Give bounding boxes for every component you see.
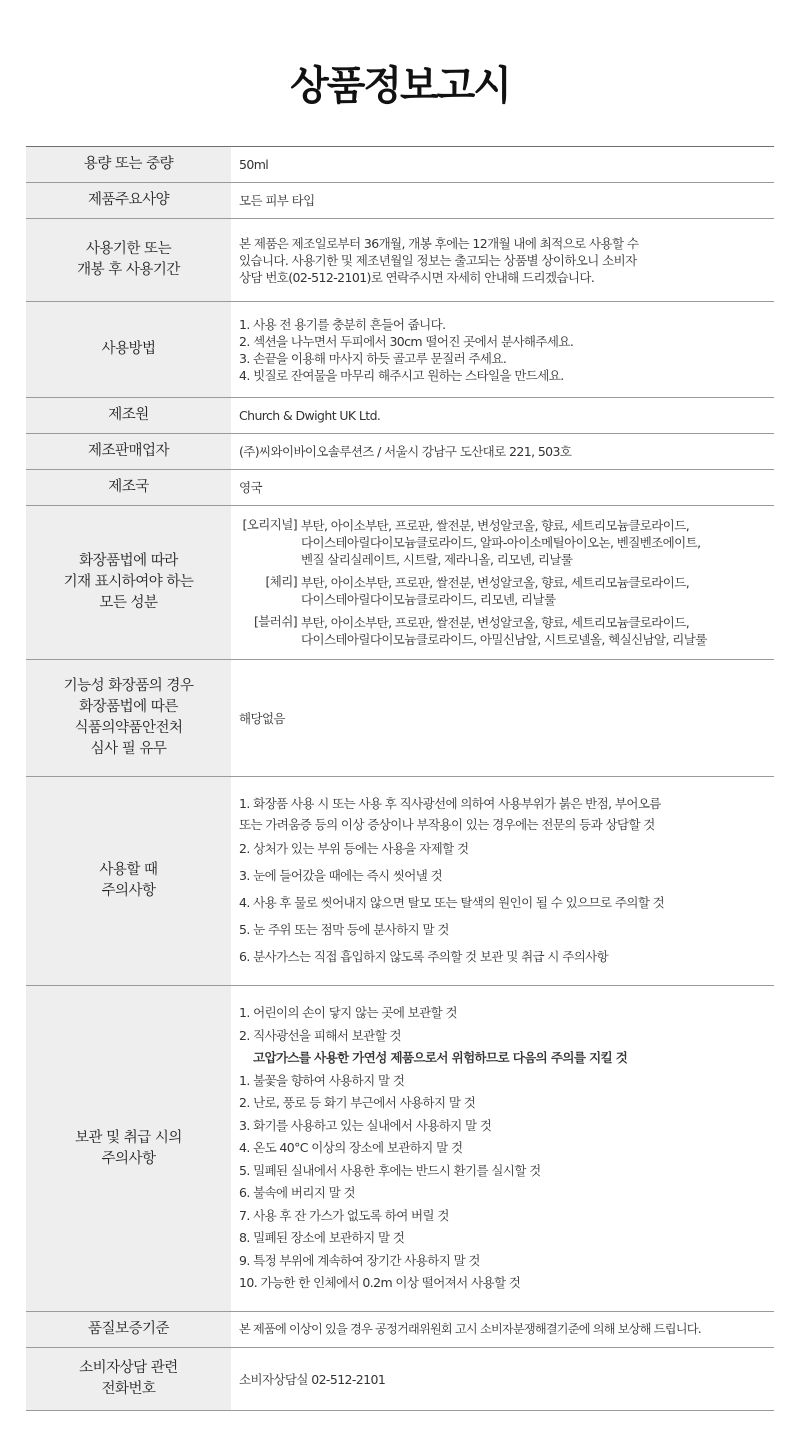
row-value bbox=[231, 470, 774, 505]
value-line: 모든 피부 타입 bbox=[239, 193, 315, 208]
value-line: 4. 온도 40°C 이상의 장소에 보관하지 말 것 bbox=[239, 1140, 463, 1156]
row-value bbox=[231, 1312, 774, 1347]
value-line: 1. 어린이의 손이 닿지 않는 곳에 보관할 것 bbox=[239, 1005, 457, 1021]
row-label: 용량 또는 중량 bbox=[26, 147, 231, 182]
row-label: 제조원 bbox=[26, 398, 231, 433]
row-value bbox=[231, 434, 774, 469]
page-title: 상품정보고시 bbox=[290, 63, 510, 109]
table-row-usage bbox=[26, 302, 774, 398]
ingredient-tag: [블러쉬] bbox=[254, 614, 297, 629]
value-line: 상담 번호(02-512-2101)로 연락주시면 자세히 안내해 드리겠습니다. bbox=[239, 269, 595, 285]
table-row-volume bbox=[26, 147, 774, 183]
row-label: 화장품법에 따라 기재 표시하여야 하는 모든 성분 bbox=[26, 506, 231, 659]
value-line: 7. 사용 후 잔 가스가 없도록 하여 버릴 것 bbox=[239, 1207, 449, 1223]
value-line: 소비자상담실 02-512-2101 bbox=[239, 1371, 386, 1387]
value-line: 2. 상처가 있는 부위 등에는 사용을 자제할 것 bbox=[239, 840, 469, 856]
row-label: 사용방법 bbox=[26, 302, 231, 397]
row-value bbox=[231, 506, 774, 659]
row-label: 제조판매업자 bbox=[26, 434, 231, 469]
table-row-spec bbox=[26, 183, 774, 219]
value-line: 50ml bbox=[239, 157, 269, 172]
row-value bbox=[231, 398, 774, 433]
ingredient-group-blush bbox=[231, 614, 774, 648]
row-label: 사용할 때 주의사항 bbox=[26, 777, 231, 985]
value-line: 다이스테아릴다이모늄클로라이드, 리모넨, 리날룰 bbox=[301, 592, 556, 607]
value-line: 3. 손끝을 이용해 마사지 하듯 골고루 문질러 주세요. bbox=[239, 350, 507, 366]
table-row-quality bbox=[26, 1312, 774, 1348]
value-line: 4. 사용 후 물로 씻어내지 않으면 탈모 또는 탈색의 원인이 될 수 있으므로 주의할 것 bbox=[239, 894, 665, 910]
row-label: 제조국 bbox=[26, 470, 231, 505]
row-value bbox=[231, 302, 774, 397]
value-line: 6. 분사가스는 직접 흡입하지 않도록 주의할 것 보관 및 취급 시 주의사항 bbox=[239, 948, 609, 964]
value-line: 1. 불꽃을 향하여 사용하지 말 것 bbox=[239, 1072, 405, 1088]
table-row-expiry bbox=[26, 219, 774, 302]
value-line: 3. 눈에 들어갔을 때에는 즉시 씻어낼 것 bbox=[239, 867, 443, 883]
value-line: 2. 직사광선을 피해서 보관할 것 bbox=[239, 1027, 401, 1043]
value-line: Church & Dwight UK Ltd. bbox=[239, 408, 381, 423]
value-line: 부탄, 아이소부탄, 프로판, 쌀전분, 변성알코올, 향료, 세트리모늄클로라이드, bbox=[301, 575, 690, 590]
table-row-ingredients bbox=[26, 506, 774, 660]
value-line: 3. 화기를 사용하고 있는 실내에서 사용하지 말 것 bbox=[239, 1117, 492, 1133]
table-row-usage-caution bbox=[26, 777, 774, 986]
row-value bbox=[231, 219, 774, 301]
ingredient-group-cherry bbox=[231, 574, 774, 608]
value-line: 1. 사용 전 용기를 충분히 흔들어 줍니다. bbox=[239, 316, 446, 332]
value-line-heading: 고압가스를 사용한 가연성 제품으로서 위험하므로 다음의 주의를 지킬 것 bbox=[253, 1050, 628, 1066]
value-line: 다이스테아릴다이모늄클로라이드, 알파-아이소메틸아이오논, 벤질벤조에이트, bbox=[301, 535, 701, 550]
value-line: 1. 화장품 사용 시 또는 사용 후 직사광선에 의하여 사용부위가 붉은 반점, 부어오름 bbox=[239, 795, 661, 811]
value-line: 있습니다. 사용기한 및 제조년월일 정보는 출고되는 상품별 상이하오니 소비자 bbox=[239, 252, 637, 268]
value-line: 해당없음 bbox=[239, 710, 285, 726]
table-row-manufacturer bbox=[26, 398, 774, 434]
value-line: 5. 눈 주위 또는 점막 등에 분사하지 말 것 bbox=[239, 921, 449, 937]
row-label: 제품주요사양 bbox=[26, 183, 231, 218]
row-value bbox=[231, 183, 774, 218]
value-line: 또는 가려움증 등의 이상 증상이나 부작용이 있는 경우에는 전문의 등과 상담할 것 bbox=[239, 816, 655, 832]
row-value bbox=[231, 1348, 774, 1410]
value-line: 2. 난로, 풍로 등 화기 부근에서 사용하지 말 것 bbox=[239, 1095, 476, 1111]
row-label: 보관 및 취급 시의 주의사항 bbox=[26, 986, 231, 1311]
row-label: 품질보증기준 bbox=[26, 1312, 231, 1347]
row-label: 기능성 화장품의 경우 화장품법에 따른 식품의약품안전처 심사 필 유무 bbox=[26, 660, 231, 776]
value-line: 본 제품은 제조일로부터 36개월, 개봉 후에는 12개월 내에 최적으로 사용할 수 bbox=[239, 235, 639, 251]
value-line: 부탄, 아이소부탄, 프로판, 쌀전분, 변성알코올, 향료, 세트리모늄클로라이드, bbox=[301, 615, 690, 630]
row-label: 소비자상담 관련 전화번호 bbox=[26, 1348, 231, 1410]
row-value bbox=[231, 660, 774, 776]
value-line: 6. 불속에 버리지 말 것 bbox=[239, 1185, 356, 1201]
value-line: 9. 특정 부위에 계속하여 장기간 사용하지 말 것 bbox=[239, 1252, 480, 1268]
ingredient-group-original bbox=[231, 517, 774, 568]
value-line: 다이스테아릴다이모늄클로라이드, 아밀신남알, 시트로넬올, 헥실신남알, 리날룰 bbox=[301, 632, 707, 647]
value-line: 벤질 살리실레이트, 시트랄, 제라니올, 리모넨, 리날룰 bbox=[301, 552, 573, 567]
row-value bbox=[231, 777, 774, 985]
ingredient-tag: [오리지널] bbox=[242, 517, 297, 532]
table-row-country bbox=[26, 470, 774, 506]
row-value bbox=[231, 147, 774, 182]
ingredient-tag: [체리] bbox=[265, 574, 297, 589]
table-row-distributor bbox=[26, 434, 774, 470]
value-line: 영국 bbox=[239, 480, 262, 495]
row-label: 사용기한 또는 개봉 후 사용기간 bbox=[26, 219, 231, 301]
row-value bbox=[231, 986, 774, 1311]
table-row-contact bbox=[26, 1348, 774, 1411]
value-line: 본 제품에 이상이 있을 경우 공정거래위원회 고시 소비자분쟁해결기준에 의해 보상해 드립니다. bbox=[239, 1322, 701, 1336]
value-line: 부탄, 아이소부탄, 프로판, 쌀전분, 변성알코올, 향료, 세트리모늄클로라이드, bbox=[301, 518, 690, 533]
table-row-functional bbox=[26, 660, 774, 777]
table-row-storage-caution bbox=[26, 986, 774, 1312]
value-line: 4. 빗질로 잔여물을 마무리 해주시고 원하는 스타일을 만드세요. bbox=[239, 367, 564, 383]
value-line: 8. 밀폐된 장소에 보관하지 말 것 bbox=[239, 1230, 405, 1246]
value-line: 5. 밀폐된 실내에서 사용한 후에는 반드시 환기를 실시할 것 bbox=[239, 1162, 541, 1178]
value-line: (주)씨와이바이오솔루션즈 / 서울시 강남구 도산대로 221, 503호 bbox=[239, 444, 572, 459]
value-line: 2. 섹션을 나누면서 두피에서 30cm 떨어진 곳에서 분사해주세요. bbox=[239, 333, 574, 349]
product-info-table bbox=[26, 146, 774, 1411]
value-line: 10. 가능한 한 인체에서 0.2m 이상 떨어져서 사용할 것 bbox=[239, 1275, 521, 1291]
